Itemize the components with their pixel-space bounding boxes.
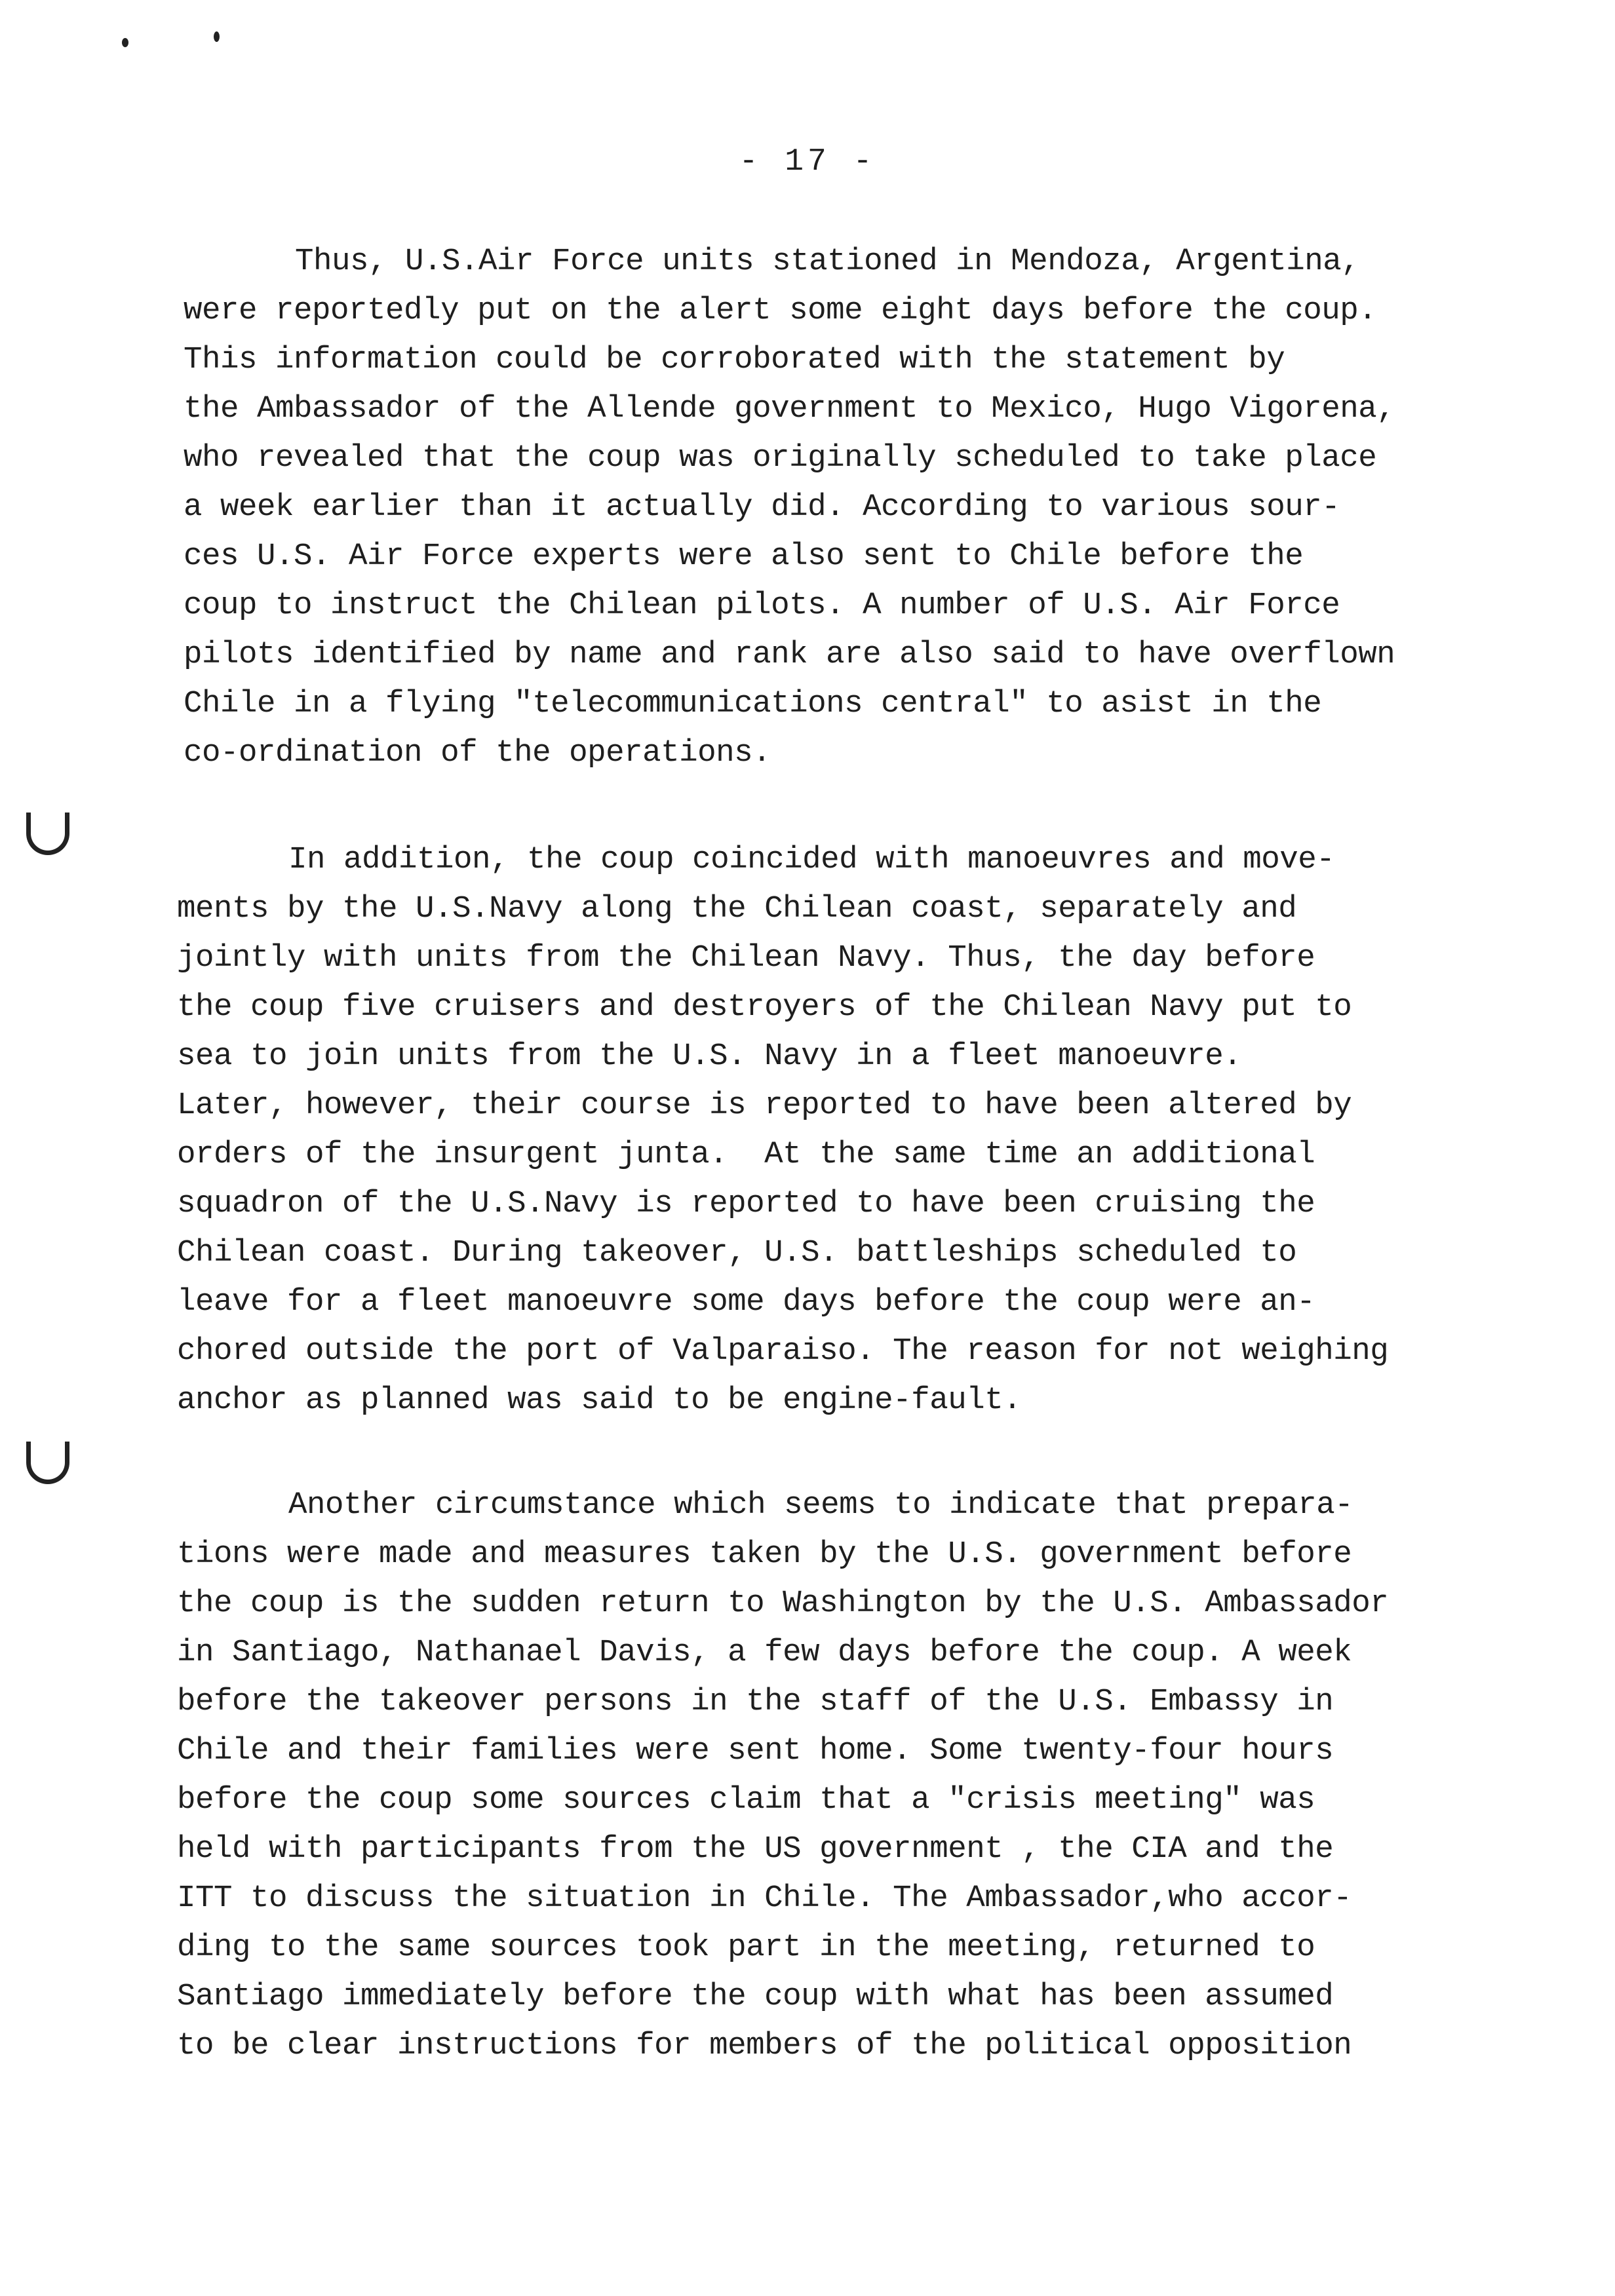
text-line: co-ordination of the operations.: [184, 735, 771, 771]
text-line: in Santiago, Nathanael Davis, a few days before the coup. A week: [177, 1635, 1352, 1670]
text-line: coup to instruct the Chilean pilots. A number of U.S. Air Force: [184, 588, 1340, 623]
text-line: ding to the same sources took part in the meeting, returned to: [177, 1930, 1315, 1965]
text-line: the Ambassador of the Allende government to Mexico, Hugo Vigorena,: [184, 391, 1395, 427]
text-line: Santiago immediately before the coup with what has been assumed: [177, 1979, 1334, 2014]
text-line: Another circumstance which seems to indicate that prepara-: [288, 1487, 1353, 1523]
text-line: who revealed that the coup was originally scheduled to take place: [184, 440, 1377, 476]
page-number: - 17 -: [739, 144, 876, 180]
staple-hole-mark: [26, 1442, 69, 1484]
text-line: sea to join units from the U.S. Navy in a fleet manoeuvre.: [177, 1039, 1242, 1074]
scan-speck: [214, 31, 220, 42]
text-line: Thus, U.S.Air Force units stationed in Mendoza, Argentina,: [295, 244, 1360, 279]
text-line: before the coup some sources claim that a "crisis meeting" was: [177, 1782, 1315, 1818]
text-line: jointly with units from the Chilean Navy. Thus, the day before: [177, 940, 1315, 976]
text-line: to be clear instructions for members of the political opposition: [177, 2028, 1352, 2063]
text-line: a week earlier than it actually did. According to various sour-: [184, 489, 1340, 525]
scan-speck: [122, 38, 128, 47]
text-line: Chilean coast. During takeover, U.S. battleships scheduled to: [177, 1235, 1297, 1271]
staple-hole-mark: [26, 813, 69, 855]
text-line: before the takeover persons in the staff of the U.S. Embassy in: [177, 1684, 1334, 1719]
text-line: orders of the insurgent junta. At the same time an additional: [177, 1137, 1315, 1172]
text-line: anchor as planned was said to be engine-fault.: [177, 1383, 1022, 1418]
text-line: Chile in a flying "telecommunications central" to asist in the: [184, 686, 1322, 721]
text-line: Chile and their families were sent home. Some twenty-four hours: [177, 1733, 1334, 1769]
text-line: ces U.S. Air Force experts were also sent to Chile before the: [184, 539, 1304, 574]
text-line: chored outside the port of Valparaiso. The reason for not weighing: [177, 1333, 1389, 1369]
text-line: were reportedly put on the alert some eight days before the coup.: [184, 293, 1377, 328]
paragraph-2: [177, 835, 1527, 1425]
text-line: This information could be corroborated with the statement by: [184, 342, 1285, 377]
text-line: leave for a fleet manoeuvre some days before the coup were an-: [177, 1284, 1315, 1320]
text-line: pilots identified by name and rank are also said to have overflown: [184, 637, 1395, 672]
text-line: held with participants from the US government , the CIA and the: [177, 1831, 1334, 1867]
text-line: the coup is the sudden return to Washington by the U.S. Ambassador: [177, 1586, 1389, 1621]
paragraph-1: [184, 237, 1534, 778]
text-line: tions were made and measures taken by the U.S. government before: [177, 1537, 1352, 1572]
text-line: squadron of the U.S.Navy is reported to have been cruising the: [177, 1186, 1315, 1221]
text-line: ments by the U.S.Navy along the Chilean coast, separately and: [177, 891, 1297, 927]
text-line: In addition, the coup coincided with manoeuvres and move-: [288, 842, 1335, 877]
text-line: Later, however, their course is reported to have been altered by: [177, 1088, 1352, 1123]
paragraph-3: [177, 1481, 1527, 2071]
text-line: ITT to discuss the situation in Chile. The Ambassador,who accor-: [177, 1881, 1352, 1916]
text-line: the coup five cruisers and destroyers of the Chilean Navy put to: [177, 989, 1352, 1025]
